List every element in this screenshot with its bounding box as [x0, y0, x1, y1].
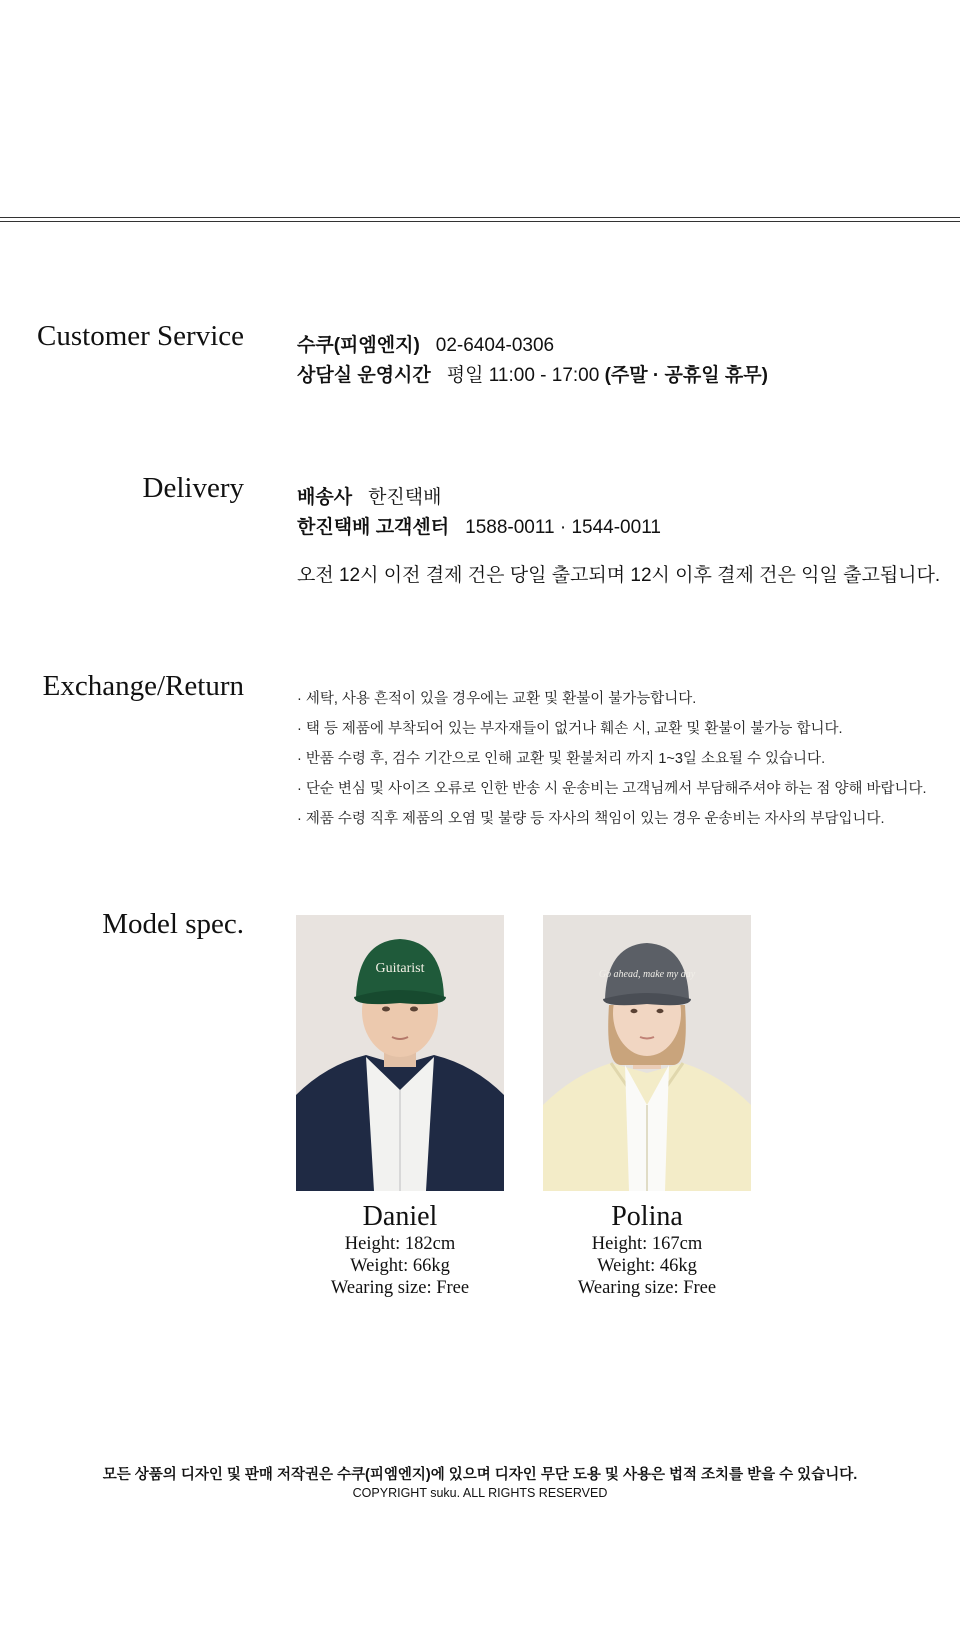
carrier-label: 배송사	[297, 487, 353, 508]
hours-note: (주말 · 공휴일 휴무)	[604, 365, 768, 386]
model-name-daniel: Daniel	[362, 1201, 438, 1232]
cap-text-polina: Go ahead, make my day	[598, 969, 696, 980]
delivery-heading: Delivery	[142, 472, 244, 504]
exchange-rule: · 반품 수령 후, 검수 기간으로 인해 교환 및 환불처리 까지 1~3일 소요될 수 있습니다.	[297, 751, 826, 767]
copyright-line: COPYRIGHT suku. ALL RIGHTS RESERVED	[352, 1486, 608, 1500]
service-center-numbers: 1588-0011 · 1544-0011	[465, 517, 661, 538]
cap-text-daniel: Guitarist	[375, 961, 425, 976]
exchange-rule: · 단순 변심 및 사이즈 오류로 인한 반송 시 운송비는 고객님께서 부담해주셔야 하는 점 양해 바랍니다.	[297, 781, 927, 797]
model-card-polina	[543, 915, 751, 1299]
model-spec-heading: Model spec.	[102, 908, 244, 940]
copyright-notice: 모든 상품의 디자인 및 판매 저작권은 수쿠(피엠엔지)에 있으며 디자인 무단 도용 및 사용은 법적 조치를 받을 수 있습니다.	[102, 1467, 858, 1483]
hours-line	[297, 360, 768, 387]
model-photo-daniel	[296, 915, 504, 1191]
hours-value: 평일 11:00 - 17:00	[446, 365, 600, 386]
service-center-line	[297, 512, 661, 539]
model-card-daniel	[296, 915, 504, 1299]
model-name-polina: Polina	[611, 1201, 683, 1232]
company-phone-line	[297, 330, 554, 357]
exchange-rules-list	[297, 684, 927, 834]
service-center-label: 한진택배 고객센터	[297, 517, 450, 538]
model-weight-daniel: Weight: 66kg	[350, 1256, 450, 1276]
model-size-polina: Wearing size: Free	[577, 1278, 717, 1298]
carrier-value: 한진택배	[368, 487, 442, 508]
model-weight-polina: Weight: 46kg	[597, 1256, 697, 1276]
exchange-rule: · 세탁, 사용 흔적이 있을 경우에는 교환 및 환불이 불가능합니다.	[297, 691, 697, 707]
exchange-rule: · 택 등 제품에 부착되어 있는 부자재들이 없거나 훼손 시, 교환 및 환불이 불가능 합니다.	[297, 721, 843, 737]
hours-label: 상담실 운영시간	[297, 365, 431, 386]
exchange-rule: · 제품 수령 직후 제품의 오염 및 불량 등 자사의 책임이 있는 경우 운송비는 자사의 부담입니다.	[297, 811, 885, 827]
model-height-polina: Height: 167cm	[591, 1234, 703, 1254]
company-phone: 02-6404-0306	[435, 335, 555, 356]
model-photo-polina	[543, 915, 751, 1191]
top-divider	[0, 217, 960, 218]
model-size-daniel: Wearing size: Free	[330, 1278, 470, 1298]
company-label: 수쿠(피엠엔지)	[297, 335, 420, 356]
shipping-note: 오전 12시 이전 결제 건은 당일 출고되며 12시 이후 결제 건은 익일 출고됩니다.	[297, 565, 941, 586]
carrier-line	[297, 482, 441, 509]
customer-service-heading: Customer Service	[37, 320, 244, 352]
top-divider-second	[0, 221, 960, 222]
exchange-return-heading: Exchange/Return	[42, 670, 244, 702]
model-height-daniel: Height: 182cm	[344, 1234, 456, 1254]
